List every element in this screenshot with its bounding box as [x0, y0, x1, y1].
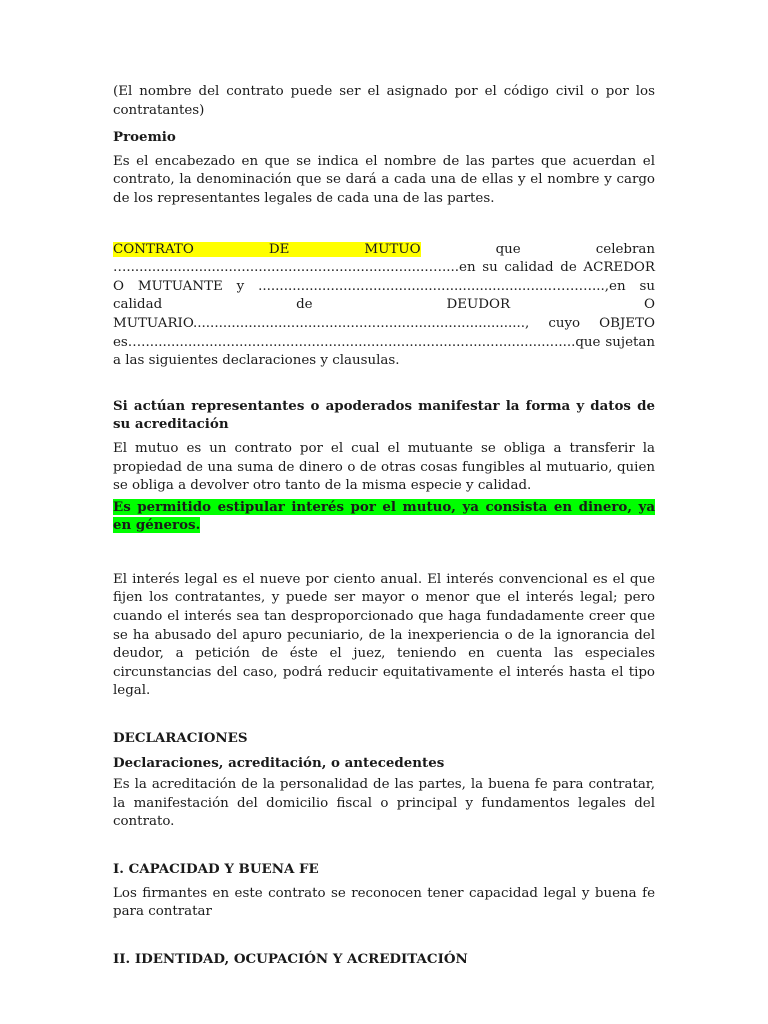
representatives-heading: Si actúan representantes o apoderados manifestar la forma y datos de su acreditación	[113, 397, 655, 433]
declaraciones-subheading: Declaraciones, acreditación, o antecedentes	[113, 754, 445, 771]
declaraciones-heading: DECLARACIONES	[113, 730, 248, 747]
interest-highlight-paragraph	[113, 498, 655, 535]
section2-heading: II. IDENTIDAD, OCUPACIÓN Y ACREDITACIÓN	[113, 950, 468, 967]
declaraciones-text: Es la acreditación de la personalidad de las partes, la buena fe para contratar, la manifestación del domicilio fiscal o principal y fundamentos legales del contrato.	[113, 777, 655, 830]
contract-paragraph	[113, 241, 655, 371]
section1-text: Los firmantes en este contrato se reconocen tener capacidad legal y buena fe para contratar	[113, 885, 655, 920]
intro-note: (El nombre del contrato puede ser el asignado por el código civil o por los contratantes)	[113, 84, 655, 118]
proemio-heading: Proemio	[113, 129, 176, 146]
document-page	[113, 83, 655, 968]
contract-text: que celebran ….......................................................................…....en su calidad de ACREDOR O MUTUANTE y ....................................................................…….…...,en su calidad de DEUDOR O MUTUARIO.............................................................................., cuyo OBJETO es…......................................................................................................que sujetan a las siguientes declaraciones y clausulas.	[113, 241, 655, 369]
mutuo-definition: El mutuo es un contrato por el cual el mutuante se obliga a transferir la propiedad de una suma de dinero o de otras cosas fungibles al mutuario, quien se obliga a devolver otro tanto de la misma especie y calidad.	[113, 440, 655, 494]
contract-title-highlight: CONTRATO DE MUTUO	[113, 241, 421, 257]
legal-interest-text: El interés legal es el nueve por ciento anual. El interés convencional es el que fijen los contratantes, y puede ser mayor o menor que el interés legal; pero cuando el interés sea tan desproporcionado que haga fundadamente creer que se ha abusado del apuro pecuniario, de la inexperiencia o de la ignorancia del deudor, a petición de éste el juez, teniendo en cuenta las especiales circunstancias del caso, podrá reducir equitativamente el interés hasta el tipo legal.	[113, 571, 655, 699]
section1-heading: I. CAPACIDAD Y BUENA FE	[113, 861, 319, 877]
interest-highlight: Es permitido estipular interés por el mutuo, ya consista en dinero, ya en géneros.	[113, 498, 655, 534]
proemio-text: Es el encabezado en que se indica el nombre de las partes que acuerdan el contrato, la denominación que se dará a cada una de ellas y el nombre y cargo de los representantes legales de cada una de las partes.	[113, 153, 655, 206]
